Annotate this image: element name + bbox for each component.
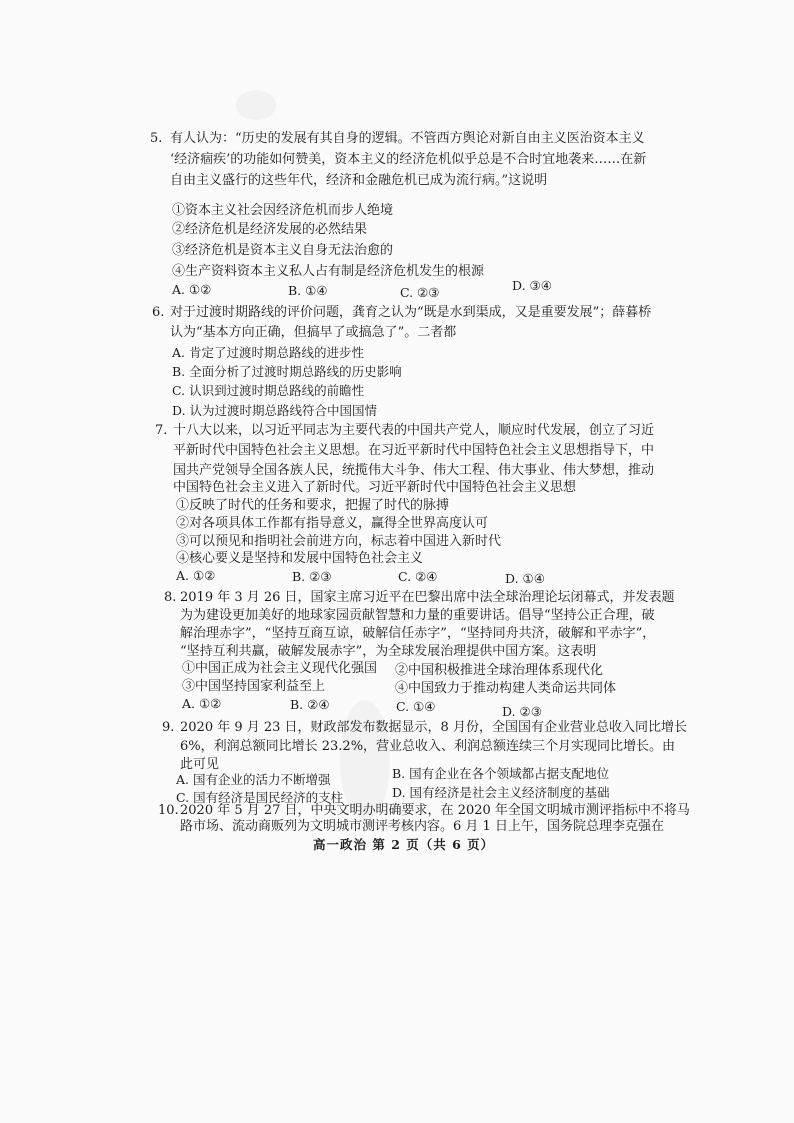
option-b: B. 全面分析了过渡时期总路线的历史影响 <box>172 364 402 379</box>
question-stem-line: 认为“基本方向正确，但搞早了或搞急了”。二者都 <box>170 325 457 340</box>
question-stem-line: 2019 年 3 月 26 日，国家主席习近平在巴黎出席中法全球治理论坛闭幕式，并发表题 <box>180 590 675 605</box>
question-stem-line: 2020 年 5 月 27 日，中央文明办明确要求，在 2020 年全国文明城市测评指标中不将马 <box>180 803 690 818</box>
question-stem-line: 路市场、流动商贩列为文明城市测评考核内容。6 月 1 日上午，国务院总理李克强在 <box>180 819 664 834</box>
option-c: C. 国有经济是国民经济的支柱 <box>176 790 344 805</box>
question-stem-line: 6%，利润总额同比增长 23.2%，营业总收入、利润总额连续三个月实现同比增长。由 <box>180 739 676 754</box>
option-d: D. ①④ <box>505 571 545 586</box>
statement: ④核心要义是坚持和发展中国特色社会主义 <box>176 551 424 566</box>
option-c: C. ②④ <box>398 569 438 584</box>
statement: ④中国致力于推动构建人类命运共同体 <box>395 681 617 696</box>
option-a: A. 国有企业的活力不断增强 <box>176 772 331 787</box>
statement: ①中国正成为社会主义现代化强国 <box>182 661 378 676</box>
question-number: 8. <box>164 590 177 605</box>
question-number: 10. <box>158 803 179 818</box>
question-stem-line: ‘经济痼疾’的功能如何赞美，资本主义的经济危机似乎总是不合时宜地袭来……在新 <box>170 152 647 167</box>
question-stem-line: 国共产党领导全国各族人民，统揽伟大斗争、伟大工程、伟大事业、伟大梦想，推动 <box>173 463 655 478</box>
statement: ③可以预见和指明社会前进方向，标志着中国进入新时代 <box>176 534 502 549</box>
statement: ③中国坚持国家利益至上 <box>182 679 326 694</box>
page-footer: 高一政治 第 2 页（共 6 页） <box>313 837 495 852</box>
option-d: D. 国有经济是社会主义经济制度的基础 <box>392 785 610 800</box>
option-b: B. ②③ <box>292 569 332 584</box>
option-d: D. ③④ <box>512 278 552 293</box>
question-stem-line: 有人认为：“历史的发展有其自身的逻辑。不管西方舆论对新自由主义医治资本主义 <box>170 131 645 146</box>
option-b: B. ②④ <box>290 697 330 712</box>
option-b: B. 国有企业在各个领域都占据支配地位 <box>392 766 610 781</box>
option-d: D. 认为过渡时期总路线符合中国国情 <box>172 403 378 418</box>
question-stem-line: 此可见 <box>180 757 220 772</box>
option-a: A. ①② <box>176 568 216 583</box>
option-c: C. ①④ <box>396 699 436 714</box>
question-stem-line: “坚持互利共赢，破解发展赤字”，为全球发展治理提供中国方案。这表明 <box>180 644 597 659</box>
option-a: A. ①② <box>182 696 222 711</box>
question-stem-line: 2020 年 9 月 23 日，财政部发布数据显示，8 月份，全国国有企业营业总收入同比增长 <box>180 720 687 735</box>
question-number: 9. <box>162 720 175 735</box>
question-stem-line: 十八大以来，以习近平同志为主要代表的中国共产党人，顺应时代发展，创立了习近 <box>173 423 655 438</box>
option-b: B. ①④ <box>288 283 328 298</box>
question-stem-line: 自由主义盛行的这些年代，经济和金融危机已成为流行病。”这说明 <box>170 173 548 188</box>
option-d: D. ②③ <box>502 704 542 719</box>
question-number: 7. <box>155 423 168 438</box>
question-stem-line: 对于过渡时期路线的评价问题，龚育之认为“既是水到渠成，又是重要发展”；薛暮桥 <box>170 305 652 320</box>
statement: ①资本主义社会因经济危机而步人绝境 <box>172 203 394 218</box>
statement: ②对各项具体工作都有指导意义，赢得全世界高度认可 <box>176 516 489 531</box>
statement: ①反映了时代的任务和要求，把握了时代的脉搏 <box>176 498 450 513</box>
statement: ②经济危机是经济发展的必然结果 <box>172 222 368 237</box>
scan-smudge <box>236 90 276 120</box>
option-a: A. ①② <box>172 282 212 297</box>
question-stem-line: 平新时代中国特色社会主义思想。在习近平新时代中国特色社会主义思想指导下，中 <box>173 443 655 458</box>
statement: ②中国积极推进全球治理体系现代化 <box>395 663 604 678</box>
option-c: C. ②③ <box>400 285 440 300</box>
question-stem-line: 为为建设更加美好的地球家园贡献智慧和力量的重要讲话。倡导“坚持公正合理，破 <box>180 608 655 623</box>
question-stem-line: 中国特色社会主义进入了新时代。习近平新时代中国特色社会主义思想 <box>173 480 577 495</box>
question-stem-line: 解治理赤字”，“坚持互商互谅，破解信任赤字”，“坚持同舟共济，破解和平赤字”， <box>180 626 656 641</box>
option-a: A. 肯定了过渡时期总路线的进步性 <box>172 345 364 360</box>
statement: ③经济危机是资本主义自身无法治愈的 <box>172 243 394 258</box>
question-number: 5. <box>150 131 163 146</box>
option-c: C. 认识到过渡时期总路线的前瞻性 <box>172 383 365 398</box>
question-number: 6. <box>152 305 165 320</box>
statement: ④生产资料资本主义私人占有制是经济危机发生的根源 <box>172 264 485 279</box>
